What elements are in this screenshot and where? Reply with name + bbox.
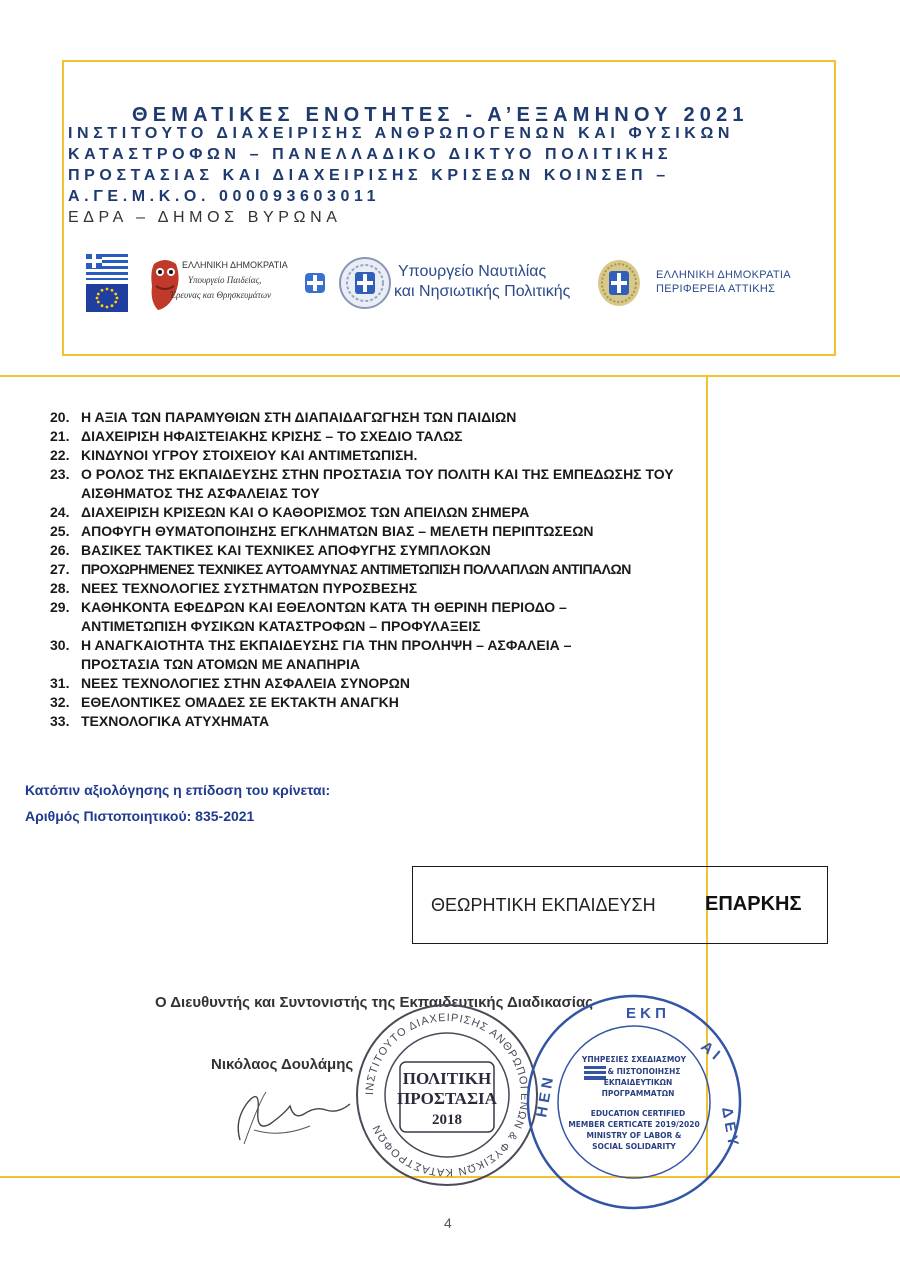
signature-image: [230, 1080, 360, 1150]
seal-right-line-4: EDUCATION CERTIFIED: [590, 1109, 686, 1118]
list-item-number: 31.: [50, 675, 70, 691]
list-item-text: Η ΑΞΙΑ ΤΩΝ ΠΑΡΑΜΥΘΙΩΝ ΣΤΗ ΔΙΑΠΑΙΔΑΓΩΓΗΣΗ ΤΩΝ ΠΑΙΔΙΩΝ: [81, 409, 517, 425]
list-item-text: ΝΕΕΣ ΤΕΧΝΟΛΟΓΙΕΣ ΣΥΣΤΗΜΑΤΩΝ ΠΥΡΟΣΒΕΣΗΣ: [81, 580, 418, 596]
naval-ministry-text: [394, 262, 570, 302]
seal-center-year: 2018: [432, 1112, 462, 1128]
edu-ministry-line-3: Έρευνας και Θρησκευμάτων: [170, 290, 272, 300]
topics-list: [50, 408, 730, 731]
naval-ministry-emblem-icon: [338, 256, 392, 310]
director-title: Ο Διευθυντής και Συντονιστής της Εκπαιδευτικής Διαδικασίας: [155, 994, 593, 1011]
certification-seal-stamp: [522, 990, 746, 1214]
svg-text:Α Ι: Α Ι: [697, 1038, 724, 1064]
list-item: [50, 712, 730, 731]
institute-seal-stamp: [352, 1000, 542, 1190]
svg-text:Η Ε Ν: Η Ε Ν: [533, 1076, 557, 1119]
list-item: [50, 465, 730, 503]
owl-logo-icon: [144, 256, 186, 312]
list-item: [50, 408, 730, 427]
attica-line-2: ΠΕΡΙΦΕΡΕΙΑ ΑΤΤΙΚΗΣ: [656, 283, 776, 295]
list-item-number: 30.: [50, 637, 70, 653]
list-item-number: 24.: [50, 504, 70, 520]
list-item: [50, 446, 730, 465]
naval-ministry-line-1: Υπουργείο Ναυτιλίας: [398, 263, 547, 280]
seal-right-line-7: SOCIAL SOLIDARITY: [592, 1142, 676, 1151]
attica-region-text: [656, 268, 791, 296]
result-value: ΕΠΑΡΚΗΣ: [705, 893, 802, 915]
list-item: [50, 560, 730, 579]
list-item: [50, 636, 730, 674]
edu-ministry-line-1: ΕΛΛΗΝΙΚΗ ΔΗΜΟΚΡΑΤΙΑ: [182, 260, 288, 270]
director-name: Νικόλαος Δουλάμης: [211, 1056, 354, 1073]
cross-crest-icon: [304, 272, 326, 294]
list-item-number: 20.: [50, 409, 70, 425]
edu-ministry-text: [170, 258, 288, 303]
seal-right-line-5: MEMBER CERTICATE 2019/2020: [568, 1120, 700, 1129]
list-item: [50, 579, 730, 598]
org-registry-number: Α.ΓΕ.Μ.Κ.Ο. 000093603011: [68, 188, 381, 205]
logo-row: [82, 252, 802, 322]
list-item-number: 23.: [50, 466, 70, 482]
seal-ring-text: ΙΝΣΤΙΤΟΥΤΟ ΔΙΑΧΕΙΡΙΣΗΣ ΑΝΘΡΩΠΟΓΕΝΩΝ & ΦΥΣΙΚΩΝ ΚΑΤΑΣΤΡΟΦΩΝ: [363, 1011, 531, 1179]
list-item: [50, 674, 730, 693]
list-item-number: 32.: [50, 694, 70, 710]
flags-logo: [86, 254, 128, 310]
list-item-text: ΚΑΘΗΚΟΝΤΑ ΕΦΕΔΡΩΝ ΚΑΙ ΕΘΕΛΟΝΤΩΝ ΚΑΤΆ ΤΗ ΘΕΡΙΝΗ ΠΕΡΙΟΔΟ – ΑΝΤΙΜΕΤΩΠΙΣΗ ΦΥΣΙΚΩΝ ΚΑΤΑΣΤΡΟΦΩΝ – ΠΡΟΦΥΛΑΞΕΙΣ: [81, 599, 567, 634]
naval-ministry-line-2: και Νησιωτικής Πολιτικής: [394, 283, 571, 300]
page-number: 4: [444, 1215, 452, 1231]
result-label: ΘΕΩΡΗΤΙΚΗ ΕΚΠΑΙΔΕΥΣΗ: [431, 895, 656, 915]
svg-text:Ε Κ Π: Ε Κ Π: [626, 1005, 667, 1022]
seal-center-line-2: ΠΡΟΣΤΑΣΙΑ: [397, 1089, 497, 1108]
list-item-text: ΔΙΑΧΕΙΡΙΣΗ ΗΦΑΙΣΤΕΙΑΚΗΣ ΚΡΙΣΗΣ – ΤΟ ΣΧΕΔΙΟ ΤΑΛΩΣ: [81, 428, 463, 444]
list-item-number: 27.: [50, 561, 70, 577]
evaluation-statement: Κατόπιν αξιολόγησης η επίδοση του κρίνεται:: [25, 782, 331, 798]
list-item-number: 29.: [50, 599, 70, 615]
list-item-number: 25.: [50, 523, 70, 539]
org-seat: ΕΔΡΑ – ΔΗΜΟΣ ΒΥΡΩΝΑ: [68, 209, 342, 226]
edu-ministry-line-2: Υπουργείο Παιδείας,: [188, 275, 262, 285]
list-item-text: ΑΠΟΦΥΓΗ ΘΥΜΑΤΟΠΟΙΗΣΗΣ ΕΓΚΛΗΜΑΤΩΝ ΒΙΑΣ – ΜΕΛΕΤΗ ΠΕΡΙΠΤΩΣΕΩΝ: [81, 523, 594, 539]
org-name-line-1: ΙΝΣΤΙΤΟΥΤΟ ΔΙΑΧΕΙΡΙΣΗΣ ΑΝΘΡΩΠΟΓΕΝΩΝ ΚΑΙ ΦΥΣΙΚΩΝ: [68, 125, 735, 142]
list-item-text: ΤΕΧΝΟΛΟΓΙΚΑ ΑΤΥΧΗΜΑΤΑ: [81, 713, 270, 729]
greek-republic-emblem-icon: [596, 258, 642, 308]
seal-center-line-1: ΠΟΛΙΤΙΚΗ: [402, 1069, 492, 1088]
list-item-number: 28.: [50, 580, 70, 596]
top-divider-rule: [0, 375, 900, 377]
greek-flag-icon: [86, 254, 128, 280]
list-item: [50, 541, 730, 560]
document-title: ΘΕΜΑΤΙΚΕΣ ΕΝΟΤΗΤΕΣ - Α’ΕΞΑΜΗΝΟΥ 2021: [132, 104, 749, 126]
list-item-text: ΕΘΕΛΟΝΤΙΚΕΣ ΟΜΑΔΕΣ ΣΕ ΕΚΤΑΚΤΗ ΑΝΑΓΚΗ: [81, 694, 399, 710]
result-box: [412, 866, 828, 944]
list-item-text: ΚΙΝΔΥΝΟΙ ΥΓΡΟΥ ΣΤΟΙΧΕΙΟΥ ΚΑΙ ΑΝΤΙΜΕΤΩΠΙΣΗ.: [81, 447, 418, 463]
list-item-text: Ο ΡΟΛΟΣ ΤΗΣ ΕΚΠΑΙΔΕΥΣΗΣ ΣΤΗΝ ΠΡΟΣΤΑΣΙΑ ΤΟΥ ΠΟΛΙΤΗ ΚΑΙ ΤΗΣ ΕΜΠΕΔΩΣΗΣ ΤΟΥ ΑΙΣΘΗΜΑΤΟΣ ΤΗΣ ΑΣΦΑΛΕΙΑΣ ΤΟΥ: [81, 466, 674, 501]
seal-right-line-3: ΠΡΟΓΡΑΜΜΑΤΩΝ: [601, 1089, 675, 1098]
org-name-line-2: ΚΑΤΑΣΤΡΟΦΩΝ – ΠΑΝΕΛΛΑΔΙΚΟ ΔΙΚΤΥΟ ΠΟΛΙΤΙΚΗΣ: [68, 146, 673, 163]
seal-right-line-1: & ΠΙΣΤΟΠΟΙΗΣΗΣ: [607, 1067, 681, 1076]
list-item-number: 26.: [50, 542, 70, 558]
seal-right-line-6: MINISTRY OF LABOR &: [586, 1131, 682, 1140]
certificate-number: Αριθμός Πιστοποιητικού: 835-2021: [25, 808, 255, 824]
eu-flag-icon: [86, 284, 128, 312]
seal-right-line-2: ΕΚΠΑΙΔΕΥΤΙΚΩΝ: [603, 1078, 673, 1087]
list-item: [50, 503, 730, 522]
list-item: [50, 522, 730, 541]
list-item-text: ΒΑΣΙΚΕΣ ΤΑΚΤΙΚΕΣ ΚΑΙ ΤΕΧΝΙΚΕΣ ΑΠΟΦΥΓΗΣ ΣΥΜΠΛΟΚΩΝ: [81, 542, 491, 558]
list-item-number: 21.: [50, 428, 70, 444]
list-item-text: Η ΑΝΑΓΚΑΙΟΤΗΤΑ ΤΗΣ ΕΚΠΑΙΔΕΥΣΗΣ ΓΙΑ ΤΗΝ ΠΡΟΛΗΨΗ – ΑΣΦΑΛΕΙΑ – ΠΡΟΣΤΑΣΙΑ ΤΩΝ ΑΤΟΜΩΝ ΜΕ ΑΝΑΠΗΡΙΑ: [81, 637, 572, 672]
list-item-text: ΠΡΟΧΩΡΗΜΕΝΕΣ ΤΕΧΝΙΚΕΣ ΑΥΤΟΑΜΥΝΑΣ ΑΝΤΙΜΕΤΩΠΙΣΗ ΠΟΛΛΑΠΛΩΝ ΑΝΤΙΠΑΛΩΝ: [81, 561, 631, 577]
seal-right-top-text: ΥΠΗΡΕΣΙΕΣ ΣΧΕΔΙΑΣΜΟΥ: [581, 1055, 687, 1064]
list-item-text: ΔΙΑΧΕΙΡΙΣΗ ΚΡΙΣΕΩΝ ΚΑΙ Ο ΚΑΘΟΡΙΣΜΟΣ ΤΩΝ ΑΠΕΙΛΩΝ ΣΗΜΕΡΑ: [81, 504, 530, 520]
list-item-number: 22.: [50, 447, 70, 463]
svg-text:Δ Ε Υ: Δ Ε Υ: [718, 1105, 742, 1147]
list-item: [50, 598, 730, 636]
list-item: [50, 427, 730, 446]
attica-line-1: ΕΛΛΗΝΙΚΗ ΔΗΜΟΚΡΑΤΙΑ: [656, 269, 791, 281]
list-item-text: ΝΕΕΣ ΤΕΧΝΟΛΟΓΙΕΣ ΣΤΗΝ ΑΣΦΑΛΕΙΑ ΣΥΝΟΡΩΝ: [81, 675, 410, 691]
list-item-number: 33.: [50, 713, 70, 729]
list-item: [50, 693, 730, 712]
org-name-line-3: ΠΡΟΣΤΑΣΙΑΣ ΚΑΙ ΔΙΑΧΕΙΡΙΣΗΣ ΚΡΙΣΕΩΝ ΚΟΙΝΣΕΠ –: [68, 167, 670, 184]
